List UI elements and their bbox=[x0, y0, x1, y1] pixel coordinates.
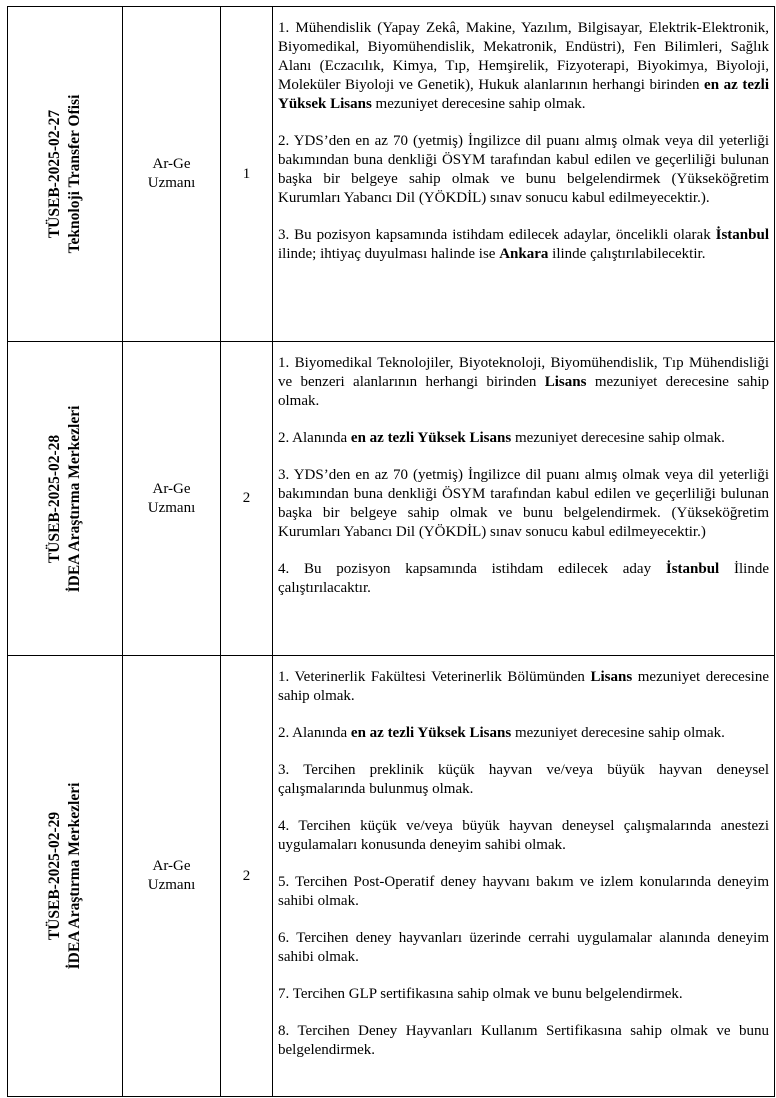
requirement-text: ilinde çalıştırılabilecektir. bbox=[548, 246, 706, 262]
position-title-line: Ar-Ge bbox=[152, 480, 191, 497]
requirement-item bbox=[278, 560, 769, 598]
requirements-cell bbox=[273, 7, 775, 342]
requirement-item bbox=[278, 1022, 769, 1060]
requirement-emphasis: en az tezli Yüksek Lisans bbox=[278, 77, 769, 112]
position-title-line: Uzmanı bbox=[147, 877, 196, 893]
requirement-text: mezuniyet derecesine sahip olmak. bbox=[371, 96, 586, 112]
requirement-text: 7. Tercihen GLP sertifikasına sahip olmak ve bunu belgelendirmek. bbox=[278, 986, 683, 1002]
position-code bbox=[45, 95, 85, 254]
position-unit: İDEA Araştırma Merkezleri bbox=[66, 782, 83, 970]
requirement-item bbox=[278, 761, 769, 799]
table-row bbox=[8, 7, 775, 342]
requirement-item bbox=[278, 873, 769, 911]
requirement-emphasis: Ankara bbox=[499, 246, 549, 262]
table-row bbox=[8, 342, 775, 656]
requirement-item bbox=[278, 985, 769, 1004]
position-title-cell bbox=[123, 656, 221, 1097]
requirement-text: 3. YDS’den en az 70 (yetmiş) İngilizce dil puanı almış olmak veya dil yeterliği bakımından buna denkliği ÖSYM tarafından kabul edilen ve geçerliliği bulunan başka bir belgeye sahip olmak ve bunu belgelendirmek. (Yükseköğretim Kurumları Yabancı Dil (YÖKDİL) sınav sonucu kabul edilmeyecektir.) bbox=[278, 467, 769, 540]
position-title-line: Ar-Ge bbox=[152, 156, 191, 172]
requirement-item bbox=[278, 724, 769, 743]
position-code-number: TÜSEB-2025-02-28 bbox=[46, 434, 63, 563]
requirement-text: 2. Alanında bbox=[278, 430, 351, 446]
position-count-cell: 1 bbox=[221, 7, 273, 342]
position-code-cell bbox=[8, 342, 123, 656]
requirement-text: 2. Alanında bbox=[278, 725, 351, 741]
position-code-number: TÜSEB-2025-02-27 bbox=[46, 109, 63, 239]
requirement-item bbox=[278, 354, 769, 411]
position-code-cell bbox=[8, 656, 123, 1097]
requirement-item bbox=[278, 226, 769, 264]
requirement-text: 4. Tercihen küçük ve/veya büyük hayvan deneysel çalışmalarında anestezi uygulamaları konusunda deneyim sahibi olmak. bbox=[278, 818, 769, 853]
position-title-line: Ar-Ge bbox=[152, 858, 191, 874]
position-code-number: TÜSEB-2025-02-29 bbox=[46, 811, 63, 941]
position-code bbox=[45, 405, 85, 592]
requirement-item bbox=[278, 429, 769, 448]
requirement-emphasis: en az tezli Yüksek Lisans bbox=[350, 430, 512, 446]
position-unit: İDEA Araştırma Merkezleri bbox=[66, 405, 83, 592]
position-code-cell bbox=[8, 7, 123, 342]
requirement-emphasis: Lisans bbox=[544, 374, 587, 390]
table-body bbox=[8, 7, 775, 1097]
requirement-text: 1. Biyomedikal Teknolojiler, Biyoteknoloji, Biyomühendislik, Tıp Mühendisliği ve benzeri alanlarının herhangi birinden bbox=[278, 355, 769, 390]
requirement-emphasis: İstanbul bbox=[715, 227, 769, 243]
requirement-text: 3. Tercihen preklinik küçük hayvan ve/veya büyük hayvan deneysel çalışmalarında bulunmuş olmak. bbox=[278, 762, 769, 797]
requirement-text: 3. Bu pozisyon kapsamında istihdam edilecek adaylar, öncelikli olarak bbox=[278, 227, 716, 243]
requirements-cell bbox=[273, 342, 775, 656]
requirement-text: 1. Mühendislik (Yapay Zekâ, Makine, Yazılım, Bilgisayar, Elektrik-Elektronik, Biyomedikal, Biyomühendislik, Mekatronik, Endüstri), Fen Bilimleri, Sağlık Alanı (Eczacılık, Kimya, Tıp, Hemşirelik, Fizyoterapi, Biyokimya, Biyoloji, Moleküler Biyoloji ve Genetik), Hukuk alanlarının herhangi birinden bbox=[278, 20, 769, 93]
requirement-item bbox=[278, 668, 769, 706]
position-code bbox=[45, 783, 85, 970]
requirement-emphasis: Lisans bbox=[590, 669, 633, 685]
requirements-cell bbox=[273, 656, 775, 1097]
requirement-text: mezuniyet derecesine sahip olmak. bbox=[278, 669, 769, 704]
position-count-cell: 2 bbox=[221, 656, 273, 1097]
requirement-item bbox=[278, 19, 769, 114]
requirement-text: 6. Tercihen deney hayvanları üzerinde cerrahi uygulamalar alanında deneyim sahibi olmak. bbox=[278, 930, 769, 965]
requirement-item bbox=[278, 817, 769, 855]
requirement-text: 5. Tercihen Post-Operatif deney hayvanı bakım ve izlem konularında deneyim sahibi olmak. bbox=[278, 874, 769, 909]
requirement-text: ilinde; ihtiyaç duyulması halinde ise bbox=[278, 246, 500, 262]
requirement-item bbox=[278, 466, 769, 542]
requirement-emphasis: en az tezli Yüksek Lisans bbox=[350, 725, 512, 741]
position-count-cell: 2 bbox=[221, 342, 273, 656]
requirement-item bbox=[278, 929, 769, 967]
position-title-line: Uzmanı bbox=[147, 499, 196, 516]
requirement-text: 2. YDS’den en az 70 (yetmiş) İngilizce dil puanı almış olmak veya dil yeterliği bakımından buna denkliği ÖSYM tarafından kabul edilen ve geçerliliği bulunan başka bir belgeye sahip olmak ve bunu belgelendirmek (Yükseköğretim Kurumları Yabancı Dil (YÖKDİL) sınav sonucu kabul edilmeyecektir.). bbox=[278, 133, 769, 206]
requirement-text: 1. Veterinerlik Fakültesi Veterinerlik Bölümünden bbox=[278, 669, 591, 685]
position-title-cell bbox=[123, 7, 221, 342]
requirement-text: 8. Tercihen Deney Hayvanları Kullanım Sertifikasına sahip olmak ve bunu belgelendirmek. bbox=[278, 1023, 769, 1058]
position-title-cell bbox=[123, 342, 221, 656]
requirement-item bbox=[278, 132, 769, 208]
requirement-emphasis: İstanbul bbox=[665, 561, 720, 577]
table-row bbox=[8, 656, 775, 1097]
requirement-text: İlinde çalıştırılacaktır. bbox=[278, 561, 769, 596]
position-title-line: Uzmanı bbox=[147, 175, 196, 191]
requirement-text: mezuniyet derecesine sahip olmak. bbox=[278, 374, 769, 409]
position-unit: Teknoloji Transfer Ofisi bbox=[66, 94, 83, 254]
requirement-text: mezuniyet derecesine sahip olmak. bbox=[511, 430, 725, 446]
job-positions-table bbox=[7, 6, 775, 1097]
requirement-text: 4. Bu pozisyon kapsamında istihdam edilecek aday bbox=[278, 561, 666, 577]
requirement-text: mezuniyet derecesine sahip olmak. bbox=[511, 725, 725, 741]
